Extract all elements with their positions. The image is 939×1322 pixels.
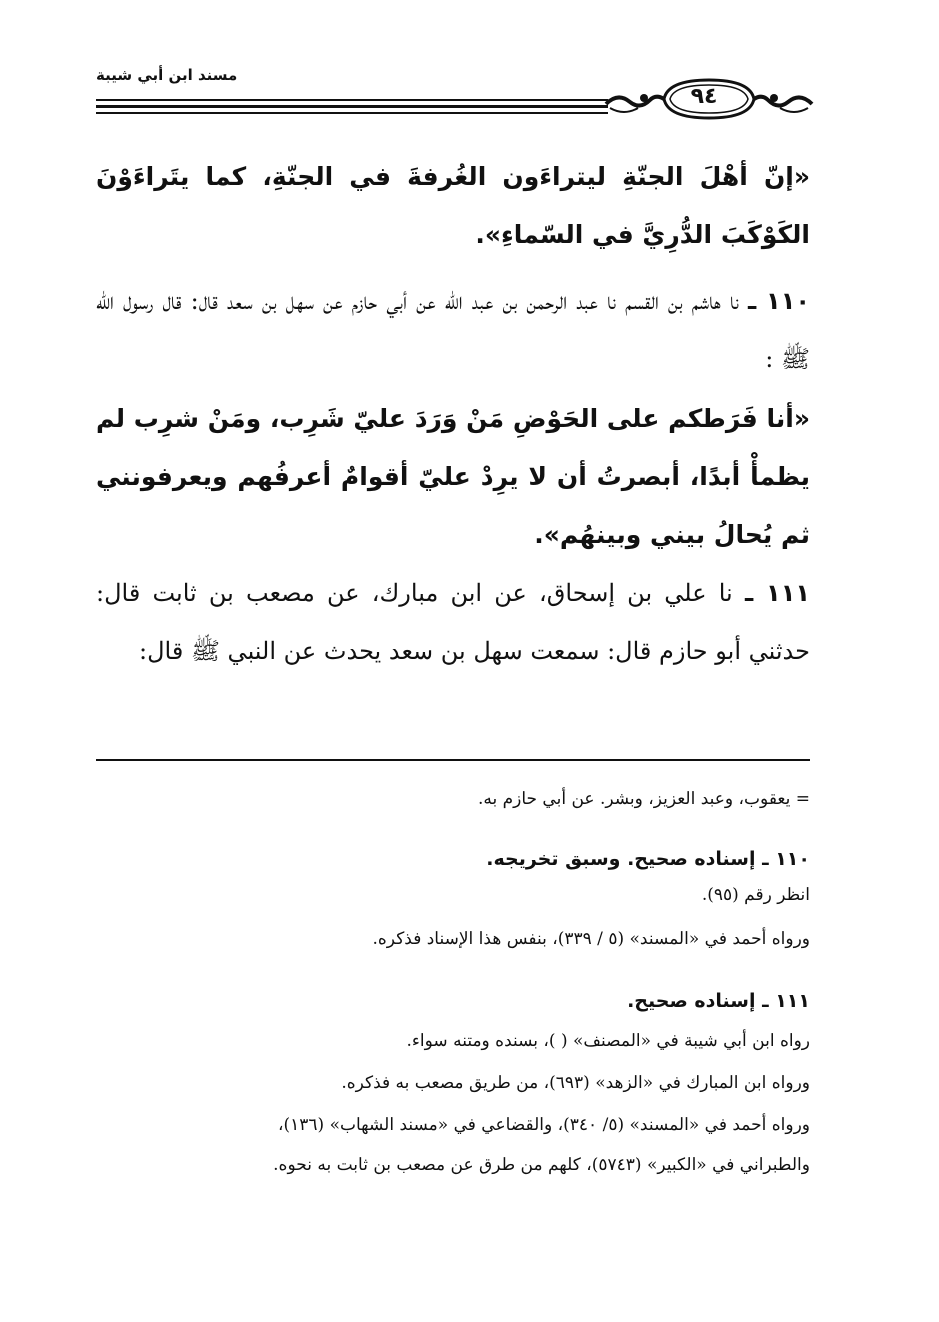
footnote-continuation: = يعقوب، وعبد العزيز، وبشر. عن أبي حازم به.: [477, 789, 810, 809]
header-rule: [96, 112, 608, 114]
footnote-111-line: والطبراني في «الكبير» (٥٧٤٣)، كلهم من طرق عن مصعب بن ثابت به نحوه.: [273, 1155, 810, 1175]
hadith-110-text: «أنا فَرَطكم على الحَوْضِ مَنْ وَرَدَ عليّ شَرِب، ومَنْ شرِب لم يظمأْ أبدًا، أبصرتُ أن لا يرِدْ عليّ أقوامٌ أعرفُهم ويعرفونني ثم يُحالُ بيني وبينهُم».: [96, 404, 810, 549]
footnote-110-line: ورواه أحمد في «المسند» (٥ / ٣٣٩)، بنفس هذا الإسناد فذكره.: [372, 929, 810, 949]
footnote-110-line: انظر رقم (٩٥).: [701, 885, 810, 905]
footnote-110-heading: ١١٠ ـ إسناده صحيح. وسبق تخريجه.: [486, 848, 810, 870]
hadith-110-isnad: نا هاشم بن القسم نا عبد الرحمن بن عبد الله عن أبي حازم عن سهل بن سعد قال: قال رسول الله ﷺ :: [96, 287, 810, 373]
footnote-111-line: رواه ابن أبي شيبة في «المصنف» ( )، بسنده ومتنه سواء.: [406, 1031, 810, 1051]
footnote-111-heading: ١١١ ـ إسناده صحيح.: [627, 990, 810, 1012]
hadith-111-isnad-paragraph: [96, 564, 810, 680]
hadith-110-isnad-paragraph: [96, 272, 810, 388]
hadith-110-number: ١١٠ ـ: [748, 287, 810, 315]
hadith-111-number: ١١١ ـ: [744, 579, 810, 607]
hadith-111-isnad: نا علي بن إسحاق، عن ابن مبارك، عن مصعب بن ثابت قال: حدثني أبو حازم قال: سمعت سهل بن سعد يحدث عن النبي ﷺ قال:: [96, 579, 810, 665]
hadith-109-text: «إنّ أهْلَ الجنّةِ ليتراءَون الغُرفةَ في الجنّةِ، كما يتَراءَوْنَ الكَوْكَبَ الدُّرِيَّ في السّماءِ».: [96, 162, 810, 249]
footnote-111-line: ورواه ابن المبارك في «الزهد» (٦٩٣)، من طريق مصعب به فذكره.: [341, 1073, 810, 1093]
footnote-111-line: ورواه أحمد في «المسند» (٥/ ٣٤٠)، والقضاعي في «مسند الشهاب» (١٣٦)،: [278, 1115, 810, 1135]
running-head-title: مسند ابن أبي شيبة: [96, 66, 238, 84]
page-number: ٩٤: [690, 84, 718, 109]
header-rule: [96, 105, 608, 108]
header-rule: [96, 99, 608, 101]
footnote-separator: [96, 759, 810, 761]
